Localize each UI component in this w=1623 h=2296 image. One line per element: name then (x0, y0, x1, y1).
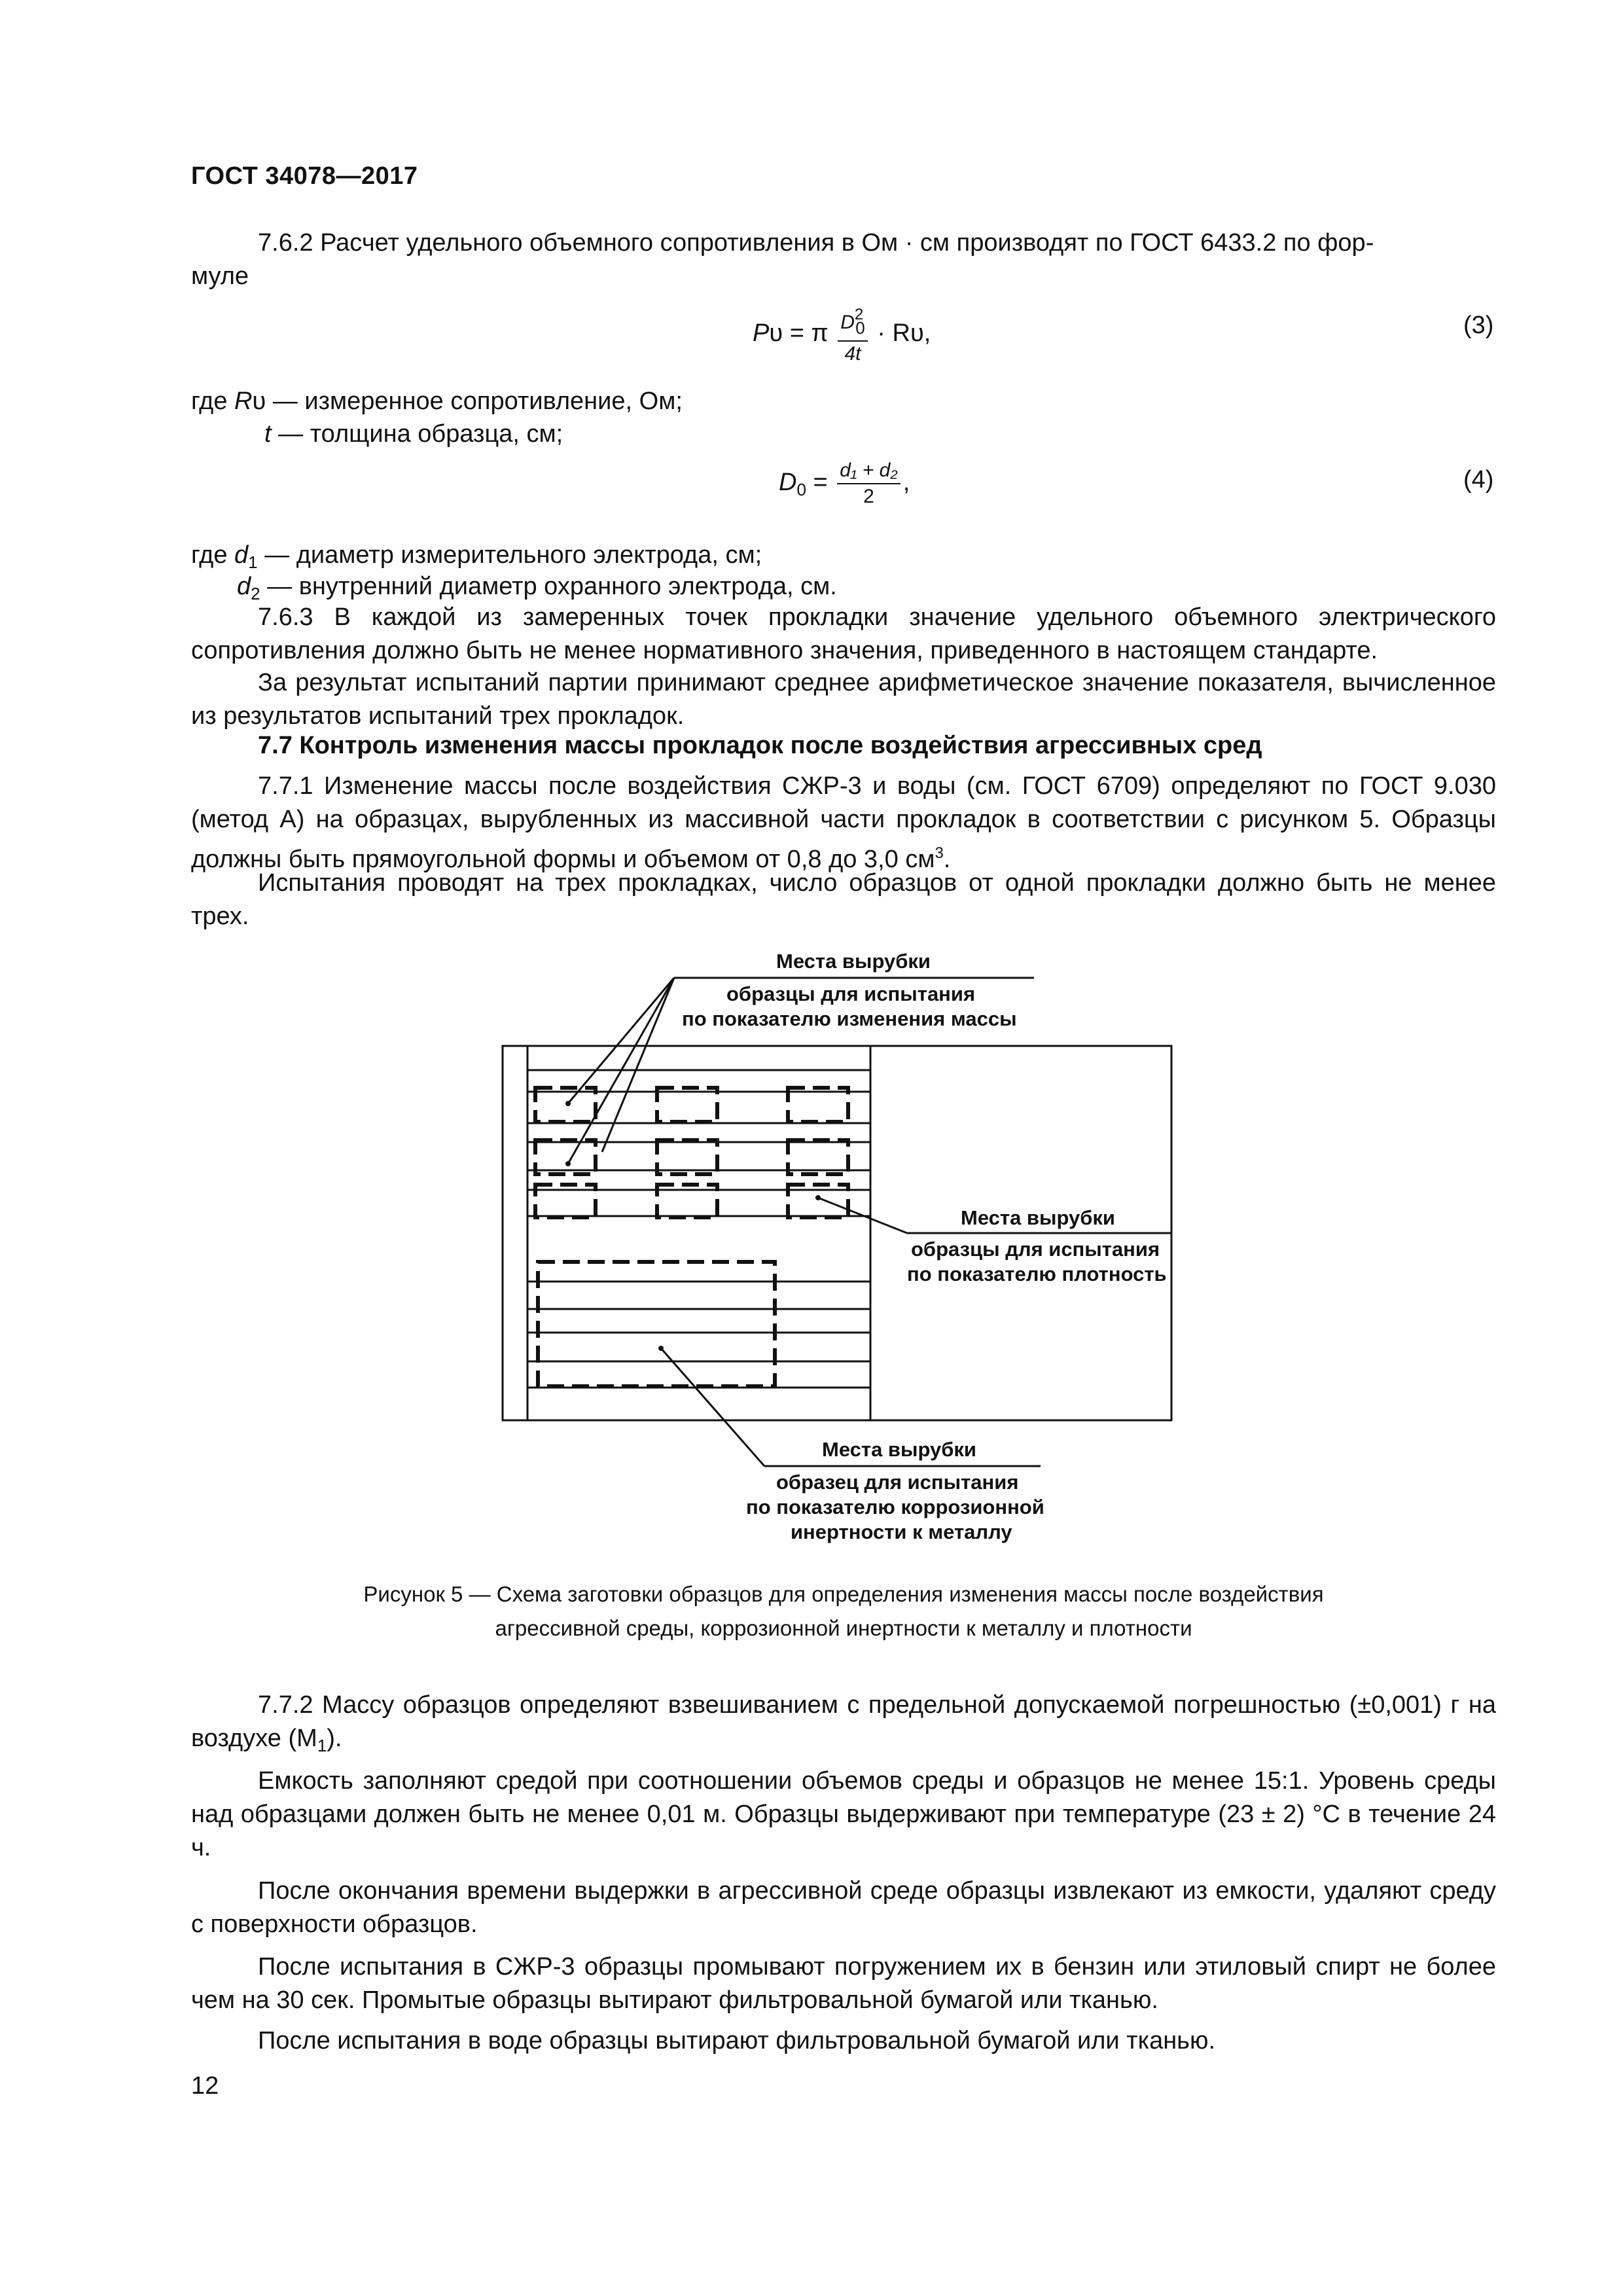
formula-3-fraction (838, 302, 868, 367)
caption-line-1: Рисунок 5 — Схема заготовки образцов для определения изменения массы после воздействия (363, 1582, 1324, 1606)
figure-label-2-line1: образцы для испытания (911, 1238, 1160, 1261)
paragraph-capacity: Емкость заполняют средой при соотношении объемов среды и образцов не менее 15:1. Уровень среды над образцами должен быть не менее 0,01 м. Образцы выдерживают при температуре (23 ± 2) °С в течение 24 ч. (191, 1767, 1496, 1861)
gasket-outer-frame (503, 1046, 1171, 1420)
formula-4-tail: , (902, 469, 910, 497)
sample-cut-2 (657, 1088, 717, 1122)
formula-4-fraction (837, 458, 900, 509)
sample-cut-5 (657, 1140, 717, 1174)
sample-cut-1 (535, 1088, 596, 1122)
formula-3-eq: = π (789, 319, 829, 348)
formula-3-rhs-sub: υ, (910, 319, 931, 348)
equation-number-4: (4) (1463, 466, 1494, 493)
paragraph-szhr: После испытания в СЖР-3 образцы промывают погружением их в бензин или этиловый спирт не более чем на 30 сек. Промытые образцы вытирают фильтровальной бумагой или тканью. (191, 1953, 1496, 2014)
sample-cut-4 (535, 1140, 596, 1174)
paragraph-772: 7.7.2 Массу образцов определяют взвешиванием с предельной допускаемой погрешностью (±0,001) г на воздухе $(М_1)$. (191, 1691, 1496, 1755)
formula-3-denominator: 4t (844, 343, 861, 365)
paragraph-after-exposure: После окончания времени выдержки в агрессивной среде образцы извлекают из емкости, удаляют среду с поверхности образцов. (191, 1877, 1496, 1938)
where-d2-line: $d_2$ — внутренний диаметр охранного электрода, см. (237, 573, 837, 603)
paragraph-result: За результат испытаний партии принимают среднее арифметическое значение показателя, вычисленное из результатов испытаний трех прокладок. (191, 669, 1496, 730)
paragraph-762-line1: 7.6.2 Расчет удельного объемного сопротивления в Ом · см производят по ГОСТ 6433.2 по фор- (258, 229, 1374, 257)
formula-3-lhs: P (753, 319, 770, 348)
figure-label-1-line2: по показателю изменения массы (682, 1007, 1017, 1030)
paragraph-tests: Испытания проводят на трех прокладках, число образцов от одной прокладки должно быть не менее трех. (191, 869, 1496, 930)
page-number: 12 (191, 2072, 219, 2100)
formula-4-lhs: D (779, 469, 797, 497)
figure-5-caption (191, 1577, 1496, 1645)
figure-label-3-title: Места вырубки (822, 1438, 976, 1461)
where-t-line: t — толщина образца, см; (264, 420, 563, 448)
sample-cut-8 (657, 1185, 717, 1217)
paragraph-763: 7.6.3 В каждой из замеренных точек прокладки значение удельного объемного электрического сопротивления должно быть не менее нормативного значения, приведенного в настоящем стандарте. (191, 603, 1496, 664)
formula-3-lhs-sub: υ (769, 319, 783, 348)
formula-4 (779, 458, 910, 509)
paragraph-water: После испытания в воде образцы вытирают фильтровальной бумагой или тканью. (258, 2027, 1216, 2054)
formula-4-lhs-sub: 0 (796, 480, 806, 500)
paragraph-771: 7.7.1 Изменение массы после воздействия СЖР-3 и воды (см. ГОСТ 6709) определяют по ГОСТ 9.030 (метод А) на образцах, вырубленных из массивной части прокладок в соответствии с рисунком 5. Образцы должны быть прямоугольной формы и объемом от 0,8 до 3,0 $см^3$. (191, 772, 1496, 873)
figure-label-3-line2: по показателю коррозионной (746, 1496, 1044, 1518)
sample-cut-9 (788, 1185, 848, 1217)
sample-cut-3 (788, 1088, 848, 1122)
paragraph-762-line2: муле (191, 262, 249, 290)
where-d1-line: где $d_1$ — диаметр измерительного электрода, см; (191, 541, 762, 572)
figure-label-1-title: Места вырубки (776, 950, 931, 973)
figure-label-3-line3: инертности к металлу (791, 1520, 1012, 1543)
sample-cut-7 (535, 1185, 596, 1217)
formula-4-eq: = (813, 469, 828, 497)
formula-3-numerator: $D^20$ (838, 302, 868, 342)
large-sample-cut (538, 1262, 775, 1386)
formula-3 (753, 302, 931, 367)
formula-4-denominator: 2 (863, 486, 874, 507)
where-r-line: где Rυ — измеренное сопротивление, Ом; (191, 387, 683, 415)
caption-line-2: агрессивной среды, коррозионной инертности к металлу и плотности (495, 1616, 1192, 1640)
equation-number-3: (3) (1463, 312, 1494, 339)
formula-3-rhs-dot: · R (877, 319, 910, 348)
figure-label-2-title: Места вырубки (961, 1206, 1115, 1229)
figure-label-2-line2: по показателю плотность (907, 1263, 1167, 1285)
section-77-title: 7.7 Контроль изменения массы прокладок после воздействия агрессивных сред (258, 732, 1262, 759)
figure-label-1-line1: образцы для испытания (726, 982, 976, 1005)
sample-cut-6 (788, 1140, 848, 1174)
document-header: ГОСТ 34078—2017 (191, 162, 418, 190)
formula-4-numerator: d₁ + d₂ (837, 458, 900, 484)
figure-label-3-line1: образец для испытания (776, 1471, 1019, 1494)
